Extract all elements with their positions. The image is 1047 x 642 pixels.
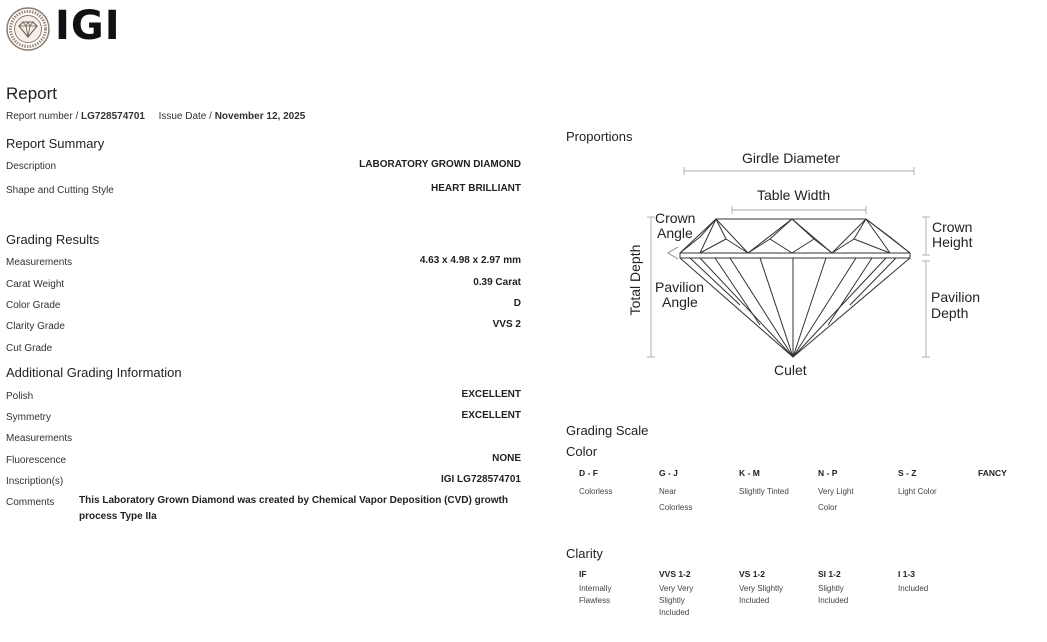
clarity-grade: VVS 1-2 (659, 569, 691, 579)
color-desc: Colorless (659, 503, 693, 512)
row-label: Fluorescence (6, 455, 67, 466)
issue-date-label: Issue Date / (158, 111, 212, 122)
summary-heading: Report Summary (6, 136, 105, 151)
row-value: HEART BRILLIANT (431, 183, 521, 194)
color-grade: D - F (579, 468, 598, 478)
clarity-desc: Included (739, 596, 770, 605)
girdle-diameter-label: Girdle Diameter (742, 150, 841, 166)
row-label: Color Grade (6, 300, 61, 311)
clarity-desc: Very Very (659, 584, 694, 593)
color-scale-heading: Color (566, 444, 598, 459)
issue-date-value: November 12, 2025 (214, 111, 306, 122)
row-value: EXCELLENT (461, 389, 521, 400)
row-value: LABORATORY GROWN DIAMOND (359, 159, 521, 170)
crown-angle-label-1: Crown (655, 210, 696, 226)
color-grade: N - P (818, 468, 838, 478)
grading-heading: Grading Results (6, 232, 100, 247)
culet-label: Culet (774, 362, 807, 378)
igi-wordmark: IGI (55, 3, 121, 49)
clarity-desc: Very Slightly (739, 584, 784, 593)
report-title: Report (6, 84, 58, 103)
color-desc: Near (659, 487, 677, 496)
row-label: Measurements (6, 433, 73, 444)
clarity-grade: VS 1-2 (739, 569, 765, 579)
crown-angle-label-2: Angle (657, 225, 693, 241)
clarity-desc: Flawless (579, 596, 611, 605)
row-label: Carat Weight (6, 279, 65, 290)
clarity-scale-heading: Clarity (566, 546, 603, 561)
pavilion-depth-label-1: Pavilion (931, 289, 981, 305)
row-label: Cut Grade (6, 343, 53, 354)
row-value: 0.39 Carat (473, 277, 521, 288)
row-label: Description (6, 161, 57, 172)
clarity-grade: SI 1-2 (818, 569, 841, 579)
crown-height-label-2: Height (932, 234, 973, 250)
color-desc: Colorless (579, 487, 613, 496)
row-label: Polish (6, 391, 34, 402)
row-value: IGI LG728574701 (440, 474, 521, 485)
pavilion-angle-label-1: Pavilion (655, 279, 705, 295)
row-value: NONE (492, 453, 521, 464)
report-number-label: Report number / (6, 111, 79, 122)
row-value: EXCELLENT (461, 410, 521, 421)
pavilion-depth-label-2: Depth (931, 305, 969, 321)
table-width-label: Table Width (757, 187, 831, 203)
clarity-desc: Slightly (659, 596, 685, 605)
color-desc: Slightly Tinted (739, 487, 789, 496)
color-grade: G - J (659, 468, 678, 478)
color-desc: Color (818, 503, 838, 512)
clarity-desc: Included (818, 596, 849, 605)
clarity-grade: IF (579, 569, 587, 579)
row-value: VVS 2 (492, 319, 521, 330)
row-label: Symmetry (6, 412, 51, 423)
comments-line-2: process Type IIa (79, 511, 157, 522)
pavilion-angle-label-2: Angle (662, 294, 698, 310)
comments-label: Comments (6, 497, 55, 508)
color-desc: Light Color (898, 487, 937, 496)
proportions-heading: Proportions (566, 129, 633, 144)
report-number-value: LG728574701 (81, 111, 145, 122)
color-grade: K - M (739, 468, 760, 478)
row-label: Measurements (6, 257, 73, 268)
igi-seal-logo (6, 7, 50, 51)
crown-height-label-1: Crown (932, 219, 973, 235)
row-label: Inscription(s) (6, 476, 64, 487)
report-meta (6, 111, 305, 122)
color-grade: S - Z (898, 468, 917, 478)
row-label: Shape and Cutting Style (6, 185, 114, 196)
clarity-desc: Included (898, 584, 929, 593)
row-value: D (513, 298, 521, 309)
comments-line-1: This Laboratory Grown Diamond was created by Chemical Vapor Deposition (CVD) growth (79, 495, 508, 506)
additional-heading: Additional Grading Information (6, 365, 182, 380)
row-value: 4.63 x 4.98 x 2.97 mm (419, 255, 521, 266)
color-grade: FANCY (978, 468, 1007, 478)
clarity-desc: Internally (579, 584, 612, 593)
clarity-grade: I 1-3 (898, 569, 916, 579)
clarity-desc: Included (659, 608, 690, 617)
total-depth-label: Total Depth (627, 244, 643, 316)
clarity-desc: Slightly (818, 584, 844, 593)
row-label: Clarity Grade (6, 321, 65, 332)
color-desc: Very Light (818, 487, 854, 496)
grading-scale-heading: Grading Scale (566, 423, 649, 438)
